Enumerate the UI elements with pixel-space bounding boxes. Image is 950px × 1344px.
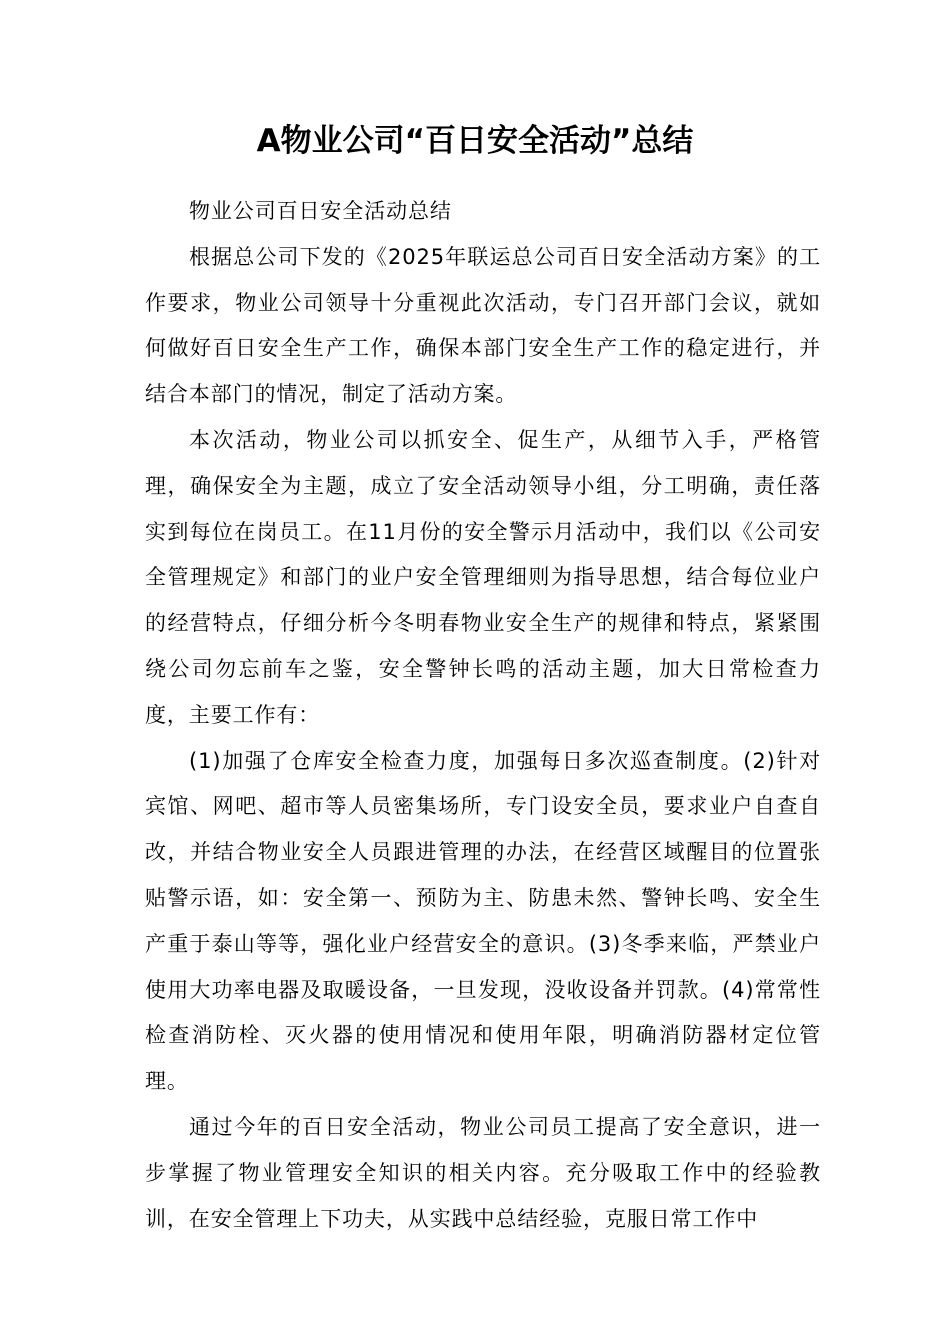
document-body [145,189,821,1242]
document-title: A物业公司“百日安全活动”总结 [256,123,694,159]
paragraph-background: 根据总公司下发的《2025年联运总公司百日安全活动方案》的工作要求，物业公司领导十分重视此次活动，专门召开部门会议，就如何做好百日安全生产工作，确保本部门安全生产工作的稳定进行，并结合本部门的情况，制定了活动方案。 [145,244,821,407]
paragraph-subtitle: 物业公司百日安全活动总结 [189,199,452,223]
paragraph-measures: (1)加强了仓库安全检查力度，加强每日多次巡查制度。(2)针对宾馆、网吧、超市等人员密集场所，专门设安全员，要求业户自查自改，并结合物业安全人员跟进管理的办法，在经营区域醒目的位置张贴警示语，如：安全第一、预防为主、防患未然、警钟长鸣、安全生产重于泰山等等，强化业户经营安全的意识。(3)冬季来临，严禁业户使用大功率电器及取暖设备，一旦发现，没收设备并罚款。(4)常常性检查消防栓、灭火器的使用情况和使用年限，明确消防器材定位管理。 [145,748,821,1094]
paragraph-activity: 本次活动，物业公司以抓安全、促生产，从细节入手，严格管理，确保安全为主题，成立了安全活动领导小组，分工明确，责任落实到每位在岗员工。在11月份的安全警示月活动中，我们以《公司安全管理规定》和部门的业户安全管理细则为指导思想，结合每位业户的经营特点，仔细分析今冬明春物业安全生产的规律和特点，紧紧围绕公司勿忘前车之鉴，安全警钟长鸣的活动主题，加大日常检查力度，主要工作有： [145,427,821,727]
paragraph-results: 通过今年的百日安全活动，物业公司员工提高了安全意识，进一步掌握了物业管理安全知识的相关内容。充分吸取工作中的经验教训，在安全管理上下功夫，从实践中总结经验，克服日常工作中 [145,1114,821,1231]
